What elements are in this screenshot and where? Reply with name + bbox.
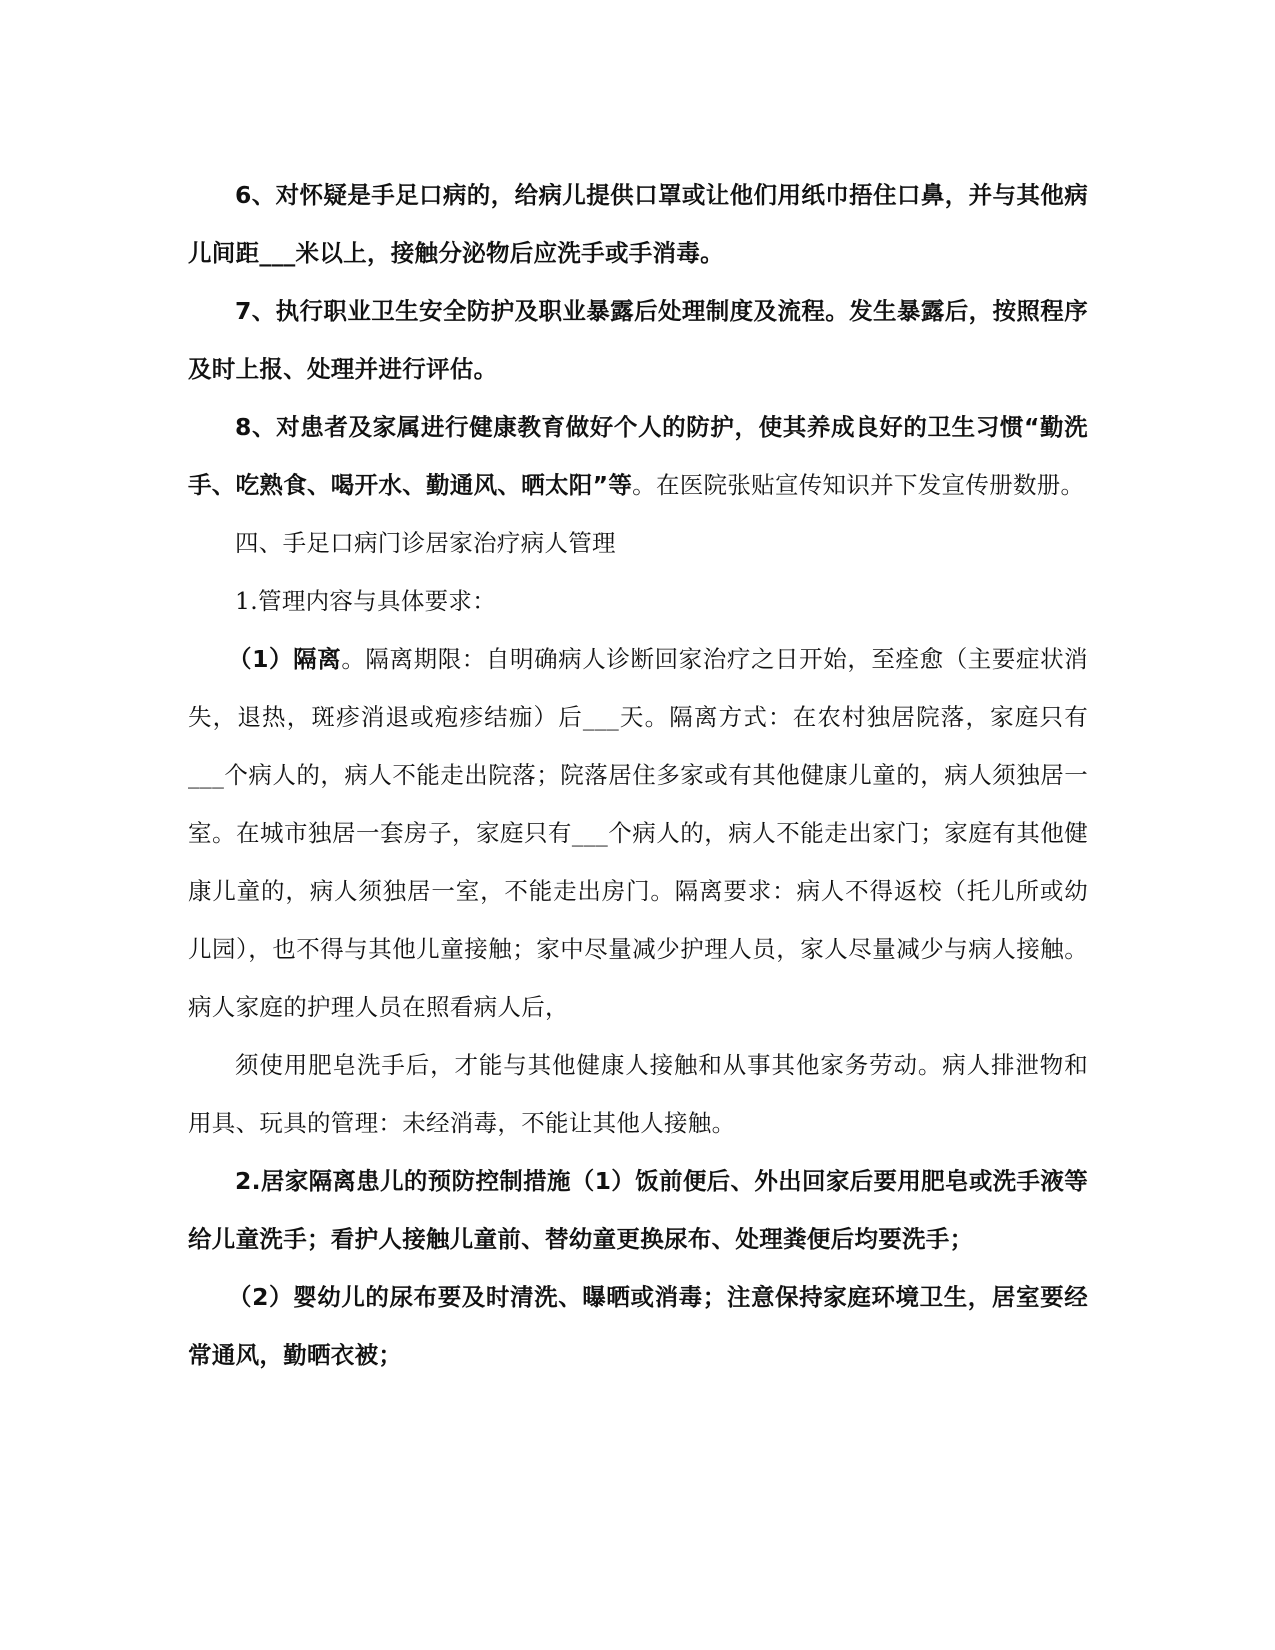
- isolation-continuation: 须使用肥皂洗手后，才能与其他健康人接触和从事其他家务劳动。病人排泄物和用具、玩具的管理：未经消毒，不能让其他人接触。: [188, 1051, 1088, 1137]
- paragraph-item-8-bold: 8、对患者及家属进行健康教育做好个人的防护，使其养成良好的卫生习惯“勤洗手、吃熟食、喝开水、勤通风、晒太阳”等: [188, 413, 1088, 499]
- document-body: [188, 166, 1088, 1384]
- isolation-text: 。隔离期限：自明确病人诊断回家治疗之日开始，至痊愈（主要症状消失，退热，斑疹消退或疱疹结痂）后___天。隔离方式：在农村独居院落，家庭只有___个病人的，病人不能走出院落；院落居住多家或有其他健康儿童的，病人须独居一室。在城市独居一套房子，家庭只有___个病人的，病人不能走出家门；家庭有其他健康儿童的，病人须独居一室，不能走出房门。隔离要求：病人不得返校（托儿所或幼儿园），也不得与其他儿童接触；家中尽量减少护理人员，家人尽量减少与病人接触。病人家庭的护理人员在照看病人后，: [188, 645, 1088, 1021]
- subheading-1: 1.管理内容与具体要求：: [235, 587, 497, 615]
- section-heading-4: 四、手足口病门诊居家治疗病人管理: [235, 529, 616, 557]
- paragraph-item-8: [188, 398, 1088, 514]
- isolation-label: （1）隔离: [228, 645, 342, 673]
- paragraph-item-6: 6、对怀疑是手足口病的，给病儿提供口罩或让他们用纸巾捂住口鼻，并与其他病儿间距___米以上，接触分泌物后应洗手或手消毒。: [188, 181, 1088, 267]
- measure-item-2: （2）婴幼儿的尿布要及时清洗、曝晒或消毒；注意保持家庭环境卫生，居室要经常通风，勤晒衣被；: [188, 1283, 1088, 1369]
- paragraph-item-7: 7、执行职业卫生安全防护及职业暴露后处理制度及流程。发生暴露后，按照程序及时上报、处理并进行评估。: [188, 297, 1088, 383]
- subheading-2: 2.居家隔离患儿的预防控制措施（1）饭前便后、外出回家后要用肥皂或洗手液等给儿童洗手；看护人接触儿童前、替幼童更换尿布、处理粪便后均要洗手；: [188, 1167, 1088, 1253]
- isolation-paragraph: [188, 630, 1088, 1036]
- paragraph-item-8-normal: 。在医院张贴宣传知识并下发宣传册数册。: [632, 471, 1085, 499]
